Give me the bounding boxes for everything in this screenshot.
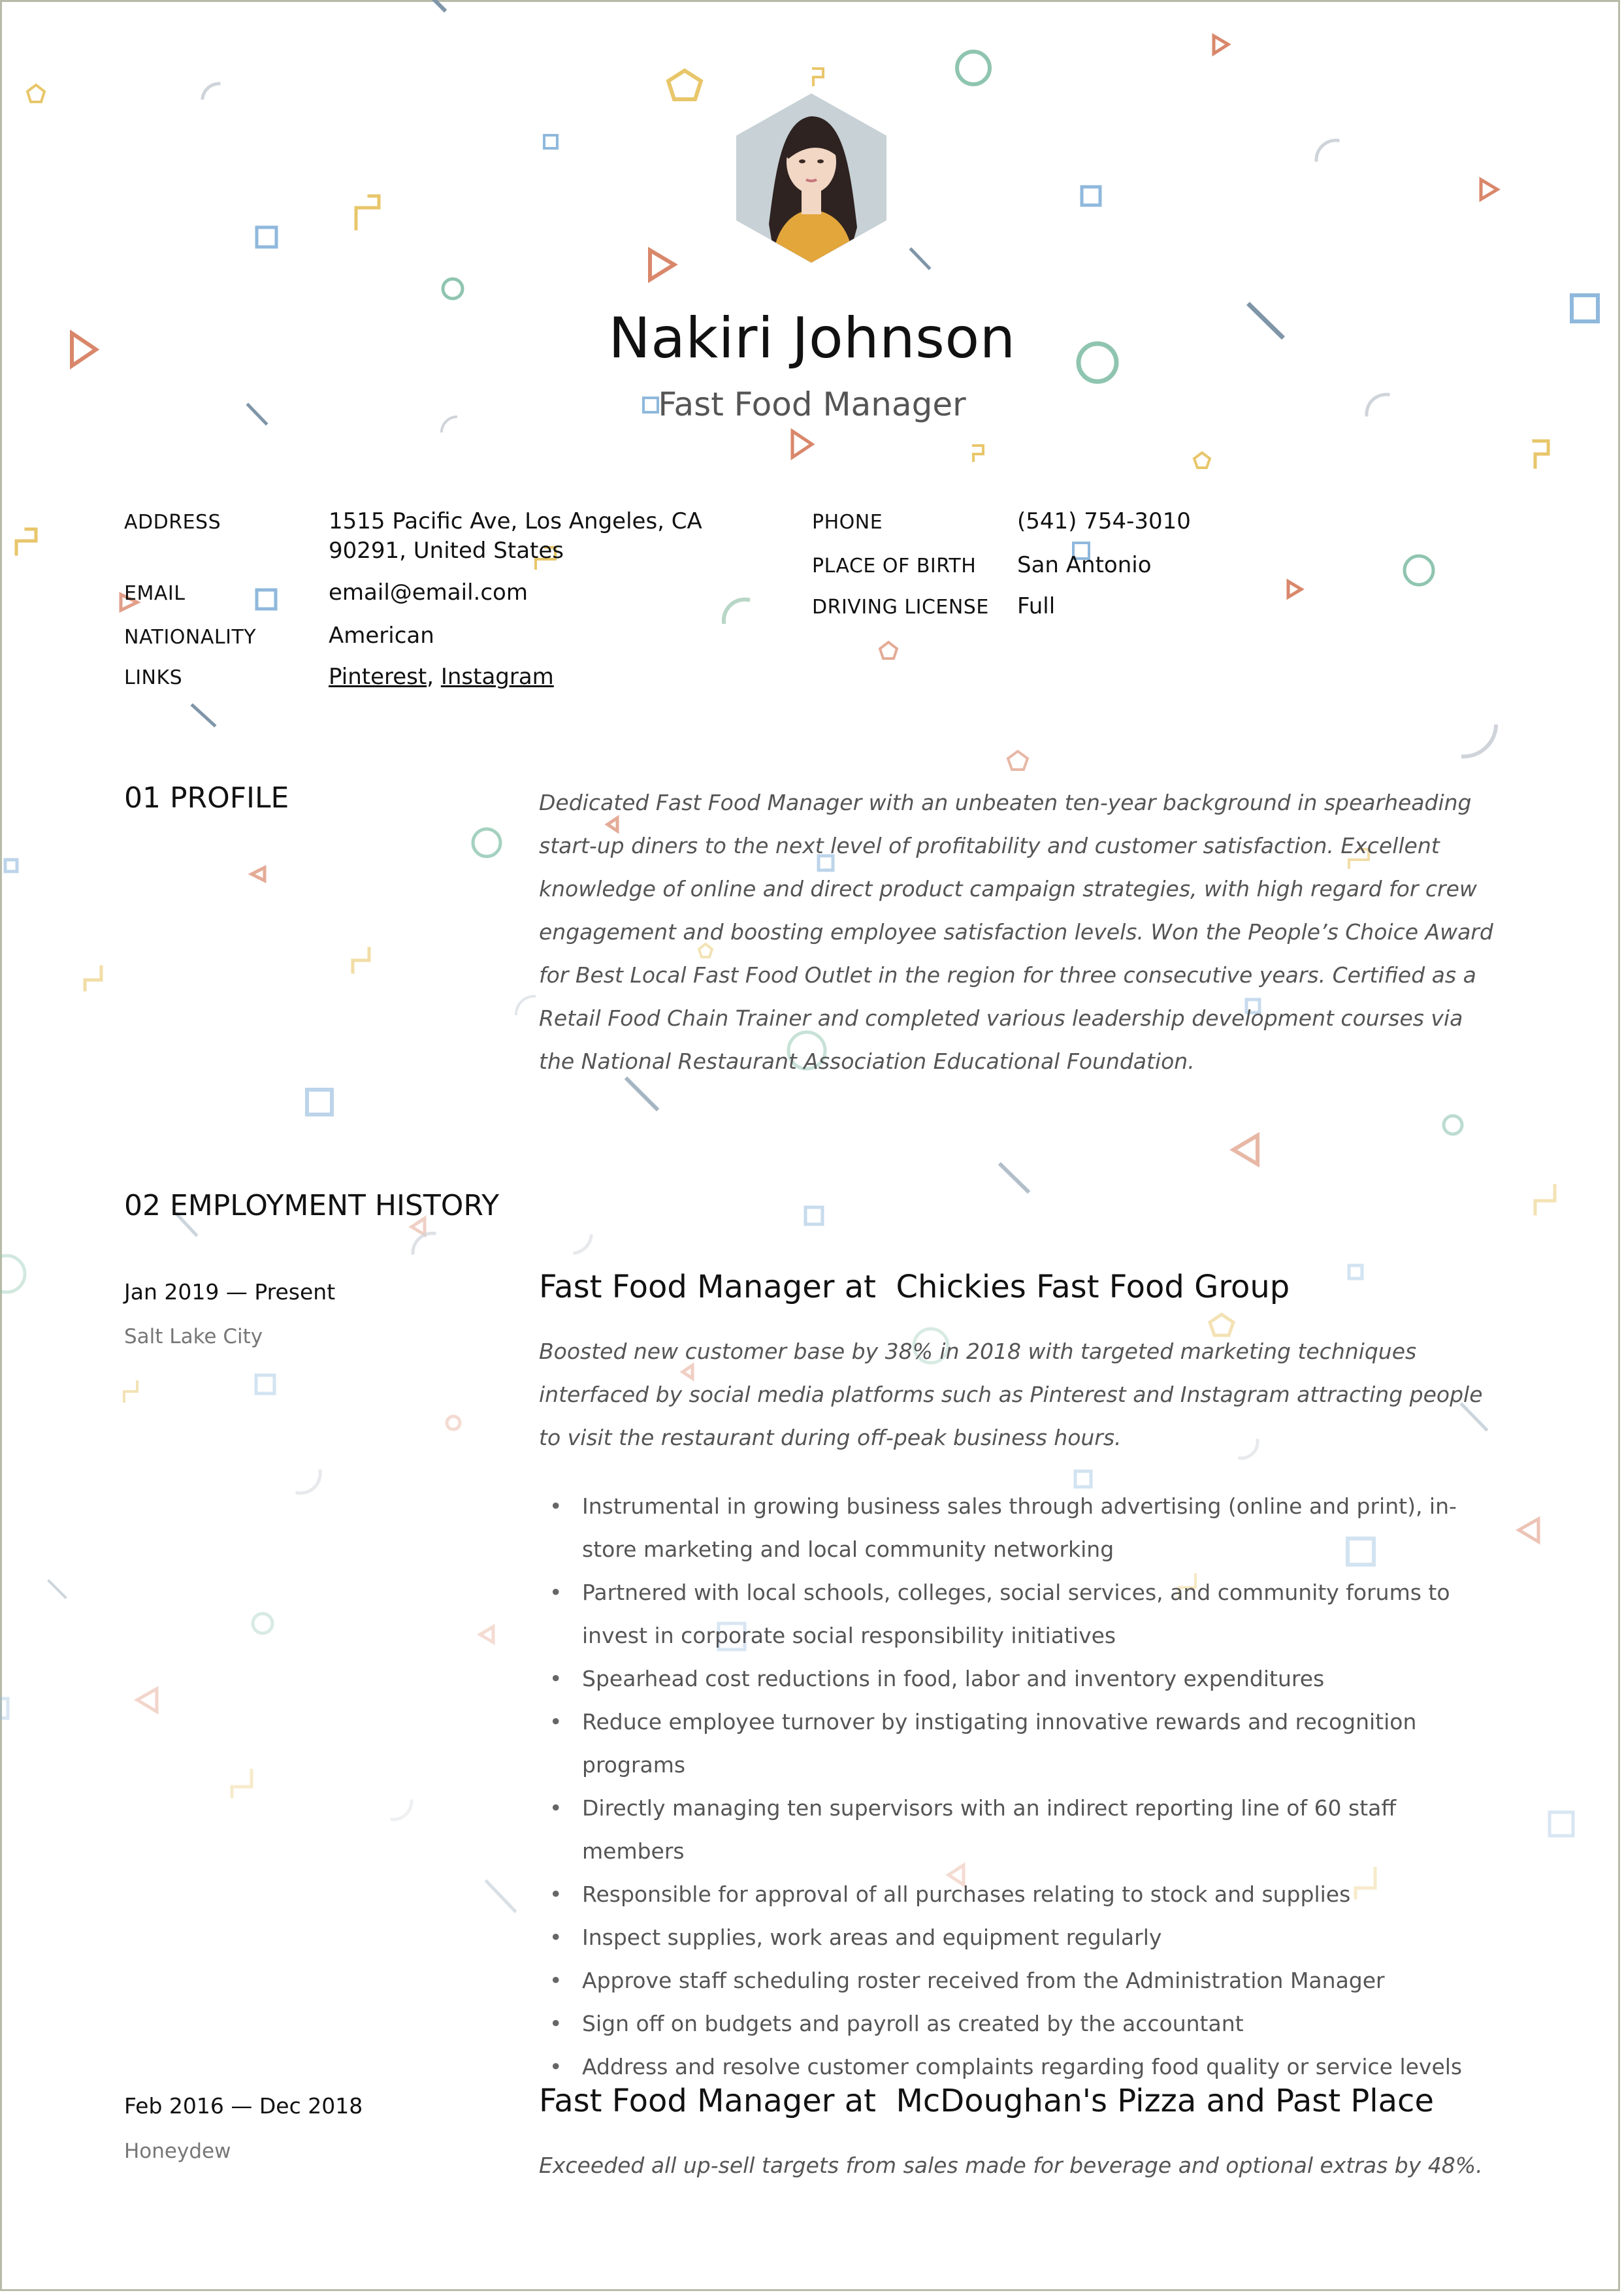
links-label: LINKS bbox=[124, 666, 183, 689]
list-item: • Responsible for approval of all purchases relating to stock and supplies bbox=[539, 1873, 1502, 1916]
job-2-title: Fast Food Manager at McDoughan's Pizza and Past Place bbox=[539, 2083, 1434, 2119]
birthplace-value: San Antonio bbox=[1017, 552, 1152, 578]
job-2-city: Honeydew bbox=[124, 2140, 231, 2163]
pinterest-link[interactable]: Pinterest bbox=[329, 664, 427, 690]
candidate-title: Fast Food Manager bbox=[658, 385, 966, 423]
employment-heading: 02 EMPLOYMENT HISTORY bbox=[124, 1189, 499, 1222]
list-item: • Approve staff scheduling roster received from the Administration Manager bbox=[539, 1959, 1502, 2002]
phone-value: (541) 754-3010 bbox=[1017, 508, 1191, 534]
job-2-summary: Exceeded all up-sell targets from sales made for beverage and optional extras by 48%. bbox=[539, 2153, 1483, 2178]
address-label: ADDRESS bbox=[124, 511, 221, 534]
job-1-title: Fast Food Manager at Chickies Fast Food Group bbox=[539, 1269, 1290, 1305]
list-item: • Sign off on budgets and payroll as created by the accountant bbox=[539, 2002, 1502, 2045]
email-value: email@email.com bbox=[329, 579, 528, 606]
phone-label: PHONE bbox=[812, 511, 883, 534]
nationality-value: American bbox=[329, 623, 434, 649]
links-value bbox=[329, 662, 554, 692]
email-label: EMAIL bbox=[124, 582, 186, 605]
nationality-label: NATIONALITY bbox=[124, 626, 257, 649]
job-1-responsibilities bbox=[539, 1485, 1502, 2089]
birthplace-label: PLACE OF BIRTH bbox=[812, 555, 977, 578]
list-item: • Directly managing ten supervisors with an indirect reporting line of 60 staff members bbox=[539, 1787, 1502, 1873]
job-1-dates: Jan 2019 — Present bbox=[124, 1279, 336, 1305]
list-item: • Address and resolve customer complaints regarding food quality or service levels bbox=[539, 2045, 1502, 2089]
profile-heading: 01 PROFILE bbox=[124, 781, 289, 815]
profile-summary: Dedicated Fast Food Manager with an unbeaten ten-year background in spearheading start-up diners to the next level of profitability and customer satisfaction. Excellent knowledge of online and direct product campaign strategies, with high regard for crew engagement and boosting employee satisfaction levels. Won the People’s Choice Award for Best Local Fast Food Outlet in the region for three consecutive years. Certified as a Retail Food Chain Trainer and completed various leadership development courses via the National Restaurant Association Educational Foundation. bbox=[539, 790, 1493, 1074]
list-item: • Instrumental in growing business sales through advertising (online and print), in-store marketing and local community networking bbox=[539, 1485, 1502, 1571]
instagram-link[interactable]: Instagram bbox=[440, 664, 554, 690]
job-2-dates: Feb 2016 — Dec 2018 bbox=[124, 2093, 363, 2119]
list-item: • Spearhead cost reductions in food, labor and inventory expenditures bbox=[539, 1657, 1502, 1701]
links-separator: , bbox=[427, 664, 441, 690]
job-1-summary: Boosted new customer base by 38% in 2018 with targeted marketing techniques interfaced by social media platforms such as Pinterest and Instagram attracting people to visit the restaurant during off-peak business hours. bbox=[539, 1339, 1483, 1450]
list-item: • Inspect supplies, work areas and equipment regularly bbox=[539, 1916, 1502, 1959]
driving-license-label: DRIVING LICENSE bbox=[812, 596, 989, 619]
profile-photo bbox=[736, 93, 886, 263]
address-line-1: 1515 Pacific Ave, Los Angeles, CA bbox=[329, 508, 702, 534]
list-item: • Reduce employee turnover by instigating innovative rewards and recognition programs bbox=[539, 1701, 1502, 1787]
list-item: • Partnered with local schools, colleges, social services, and community forums to invest in corporate social responsibility initiatives bbox=[539, 1571, 1502, 1657]
address-line-2: 90291, United States bbox=[329, 538, 564, 564]
driving-license-value: Full bbox=[1017, 593, 1056, 619]
candidate-name: Nakiri Johnson bbox=[608, 306, 1016, 371]
job-1-city: Salt Lake City bbox=[124, 1325, 263, 1348]
